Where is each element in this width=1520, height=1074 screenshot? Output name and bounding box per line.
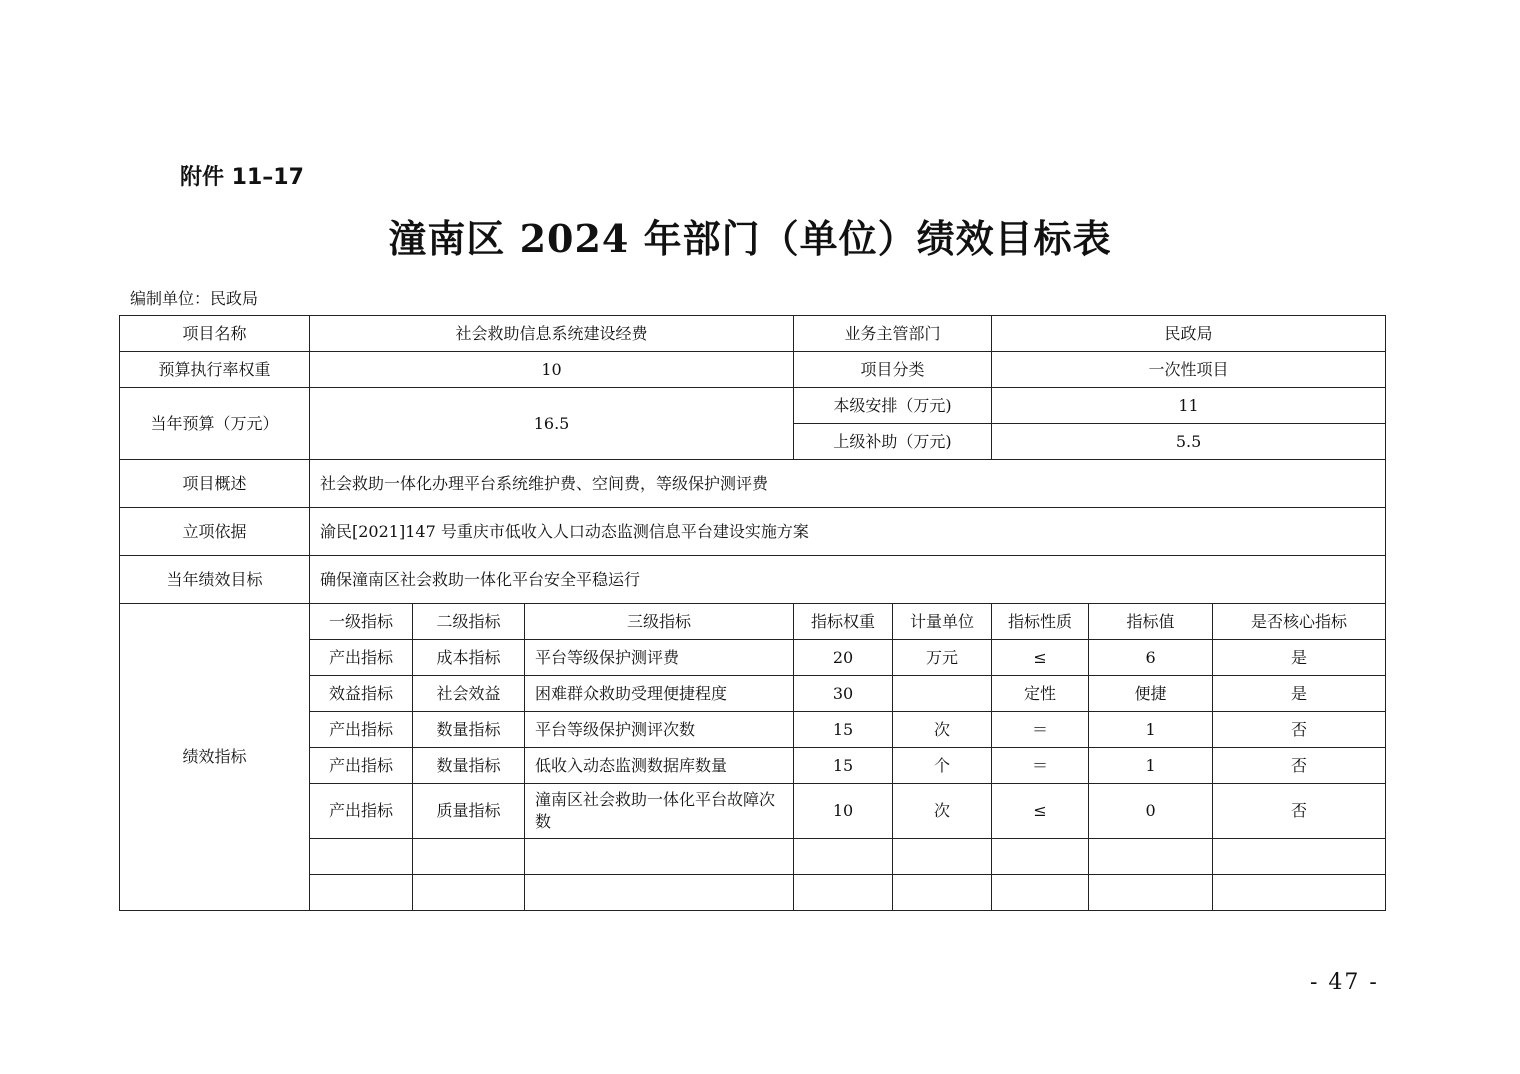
weight-value: 10 [310, 352, 794, 388]
table-cell: ≤ [992, 784, 1089, 839]
table-cell [893, 676, 992, 712]
table-cell: ＝ [992, 712, 1089, 748]
local-label: 本级安排（万元) [794, 388, 992, 424]
table-row [120, 839, 1386, 875]
table-cell: 数量指标 [413, 748, 525, 784]
indicators-label: 绩效指标 [120, 604, 310, 911]
project-name-label: 项目名称 [120, 316, 310, 352]
document-title: 潼南区 2024 年部门（单位）绩效目标表 [388, 216, 1112, 261]
budget-label: 当年预算（万元） [120, 388, 310, 460]
table-cell [893, 875, 992, 911]
table-cell: 产出指标 [310, 712, 413, 748]
goal-label: 当年绩效目标 [120, 556, 310, 604]
basis-value: 渝民[2021]147 号重庆市低收入人口动态监测信息平台建设实施方案 [310, 508, 1386, 556]
table-cell: 产出指标 [310, 748, 413, 784]
upper-label: 上级补助（万元) [794, 424, 992, 460]
table-cell: 低收入动态监测数据库数量 [525, 748, 794, 784]
table-cell: 成本指标 [413, 640, 525, 676]
table-cell: 平台等级保护测评费 [525, 640, 794, 676]
dept-value: 民政局 [992, 316, 1386, 352]
performance-target-table [119, 315, 1386, 911]
table-cell [525, 839, 794, 875]
table-cell: 0 [1089, 784, 1213, 839]
table-cell [992, 839, 1089, 875]
header-cell: 一级指标 [310, 604, 413, 640]
basis-label: 立项依据 [120, 508, 310, 556]
table-cell: 是 [1213, 676, 1386, 712]
header-cell: 三级指标 [525, 604, 794, 640]
table-cell: 6 [1089, 640, 1213, 676]
table-cell: 产出指标 [310, 640, 413, 676]
overview-label: 项目概述 [120, 460, 310, 508]
dept-label: 业务主管部门 [794, 316, 992, 352]
header-cell: 指标值 [1089, 604, 1213, 640]
table-cell: 潼南区社会救助一体化平台故障次数 [525, 784, 794, 839]
table-cell [794, 875, 893, 911]
table-row [120, 784, 1386, 839]
table-cell: 产出指标 [310, 784, 413, 839]
table-cell: 否 [1213, 784, 1386, 839]
table-cell: 万元 [893, 640, 992, 676]
header-cell: 指标权重 [794, 604, 893, 640]
table-cell: 否 [1213, 712, 1386, 748]
table-cell: 30 [794, 676, 893, 712]
table-cell: 效益指标 [310, 676, 413, 712]
project-name-value: 社会救助信息系统建设经费 [310, 316, 794, 352]
table-cell: 平台等级保护测评次数 [525, 712, 794, 748]
table-cell: 1 [1089, 712, 1213, 748]
table-row [120, 875, 1386, 911]
header-cell: 二级指标 [413, 604, 525, 640]
table-cell: 10 [794, 784, 893, 839]
table-cell [1213, 839, 1386, 875]
table-row [120, 748, 1386, 784]
table-cell [1089, 839, 1213, 875]
table-cell: 定性 [992, 676, 1089, 712]
table-cell: 次 [893, 712, 992, 748]
table-cell: 15 [794, 748, 893, 784]
table-cell: 否 [1213, 748, 1386, 784]
table-cell: 15 [794, 712, 893, 748]
budget-value: 16.5 [310, 388, 794, 460]
attachment-number: 附件 11–17 [180, 165, 304, 190]
table-cell: 困难群众救助受理便捷程度 [525, 676, 794, 712]
table-cell: 便捷 [1089, 676, 1213, 712]
table-cell [525, 875, 794, 911]
header-cell: 计量单位 [893, 604, 992, 640]
page-number: - 47 - [1310, 970, 1379, 995]
table-cell [310, 875, 413, 911]
table-cell: 20 [794, 640, 893, 676]
upper-value: 5.5 [992, 424, 1386, 460]
overview-value: 社会救助一体化办理平台系统维护费、空间费，等级保护测评费 [310, 460, 1386, 508]
table-cell: 是 [1213, 640, 1386, 676]
table-cell [794, 839, 893, 875]
table-cell: 1 [1089, 748, 1213, 784]
table-cell [413, 875, 525, 911]
table-cell: 次 [893, 784, 992, 839]
table-row [120, 640, 1386, 676]
table-cell [992, 875, 1089, 911]
table-row [120, 712, 1386, 748]
weight-label: 预算执行率权重 [120, 352, 310, 388]
table-cell [413, 839, 525, 875]
table-cell: 数量指标 [413, 712, 525, 748]
header-cell: 指标性质 [992, 604, 1089, 640]
table-cell [1089, 875, 1213, 911]
goal-value: 确保潼南区社会救助一体化平台安全平稳运行 [310, 556, 1386, 604]
table-row [120, 676, 1386, 712]
header-cell: 是否核心指标 [1213, 604, 1386, 640]
table-cell: 个 [893, 748, 992, 784]
category-label: 项目分类 [794, 352, 992, 388]
table-cell: ＝ [992, 748, 1089, 784]
table-cell: 质量指标 [413, 784, 525, 839]
category-value: 一次性项目 [992, 352, 1386, 388]
table-cell: 社会效益 [413, 676, 525, 712]
compiling-unit: 编制单位：民政局 [130, 289, 259, 308]
table-cell: ≤ [992, 640, 1089, 676]
table-cell [310, 839, 413, 875]
local-value: 11 [992, 388, 1386, 424]
table-cell [1213, 875, 1386, 911]
table-cell [893, 839, 992, 875]
